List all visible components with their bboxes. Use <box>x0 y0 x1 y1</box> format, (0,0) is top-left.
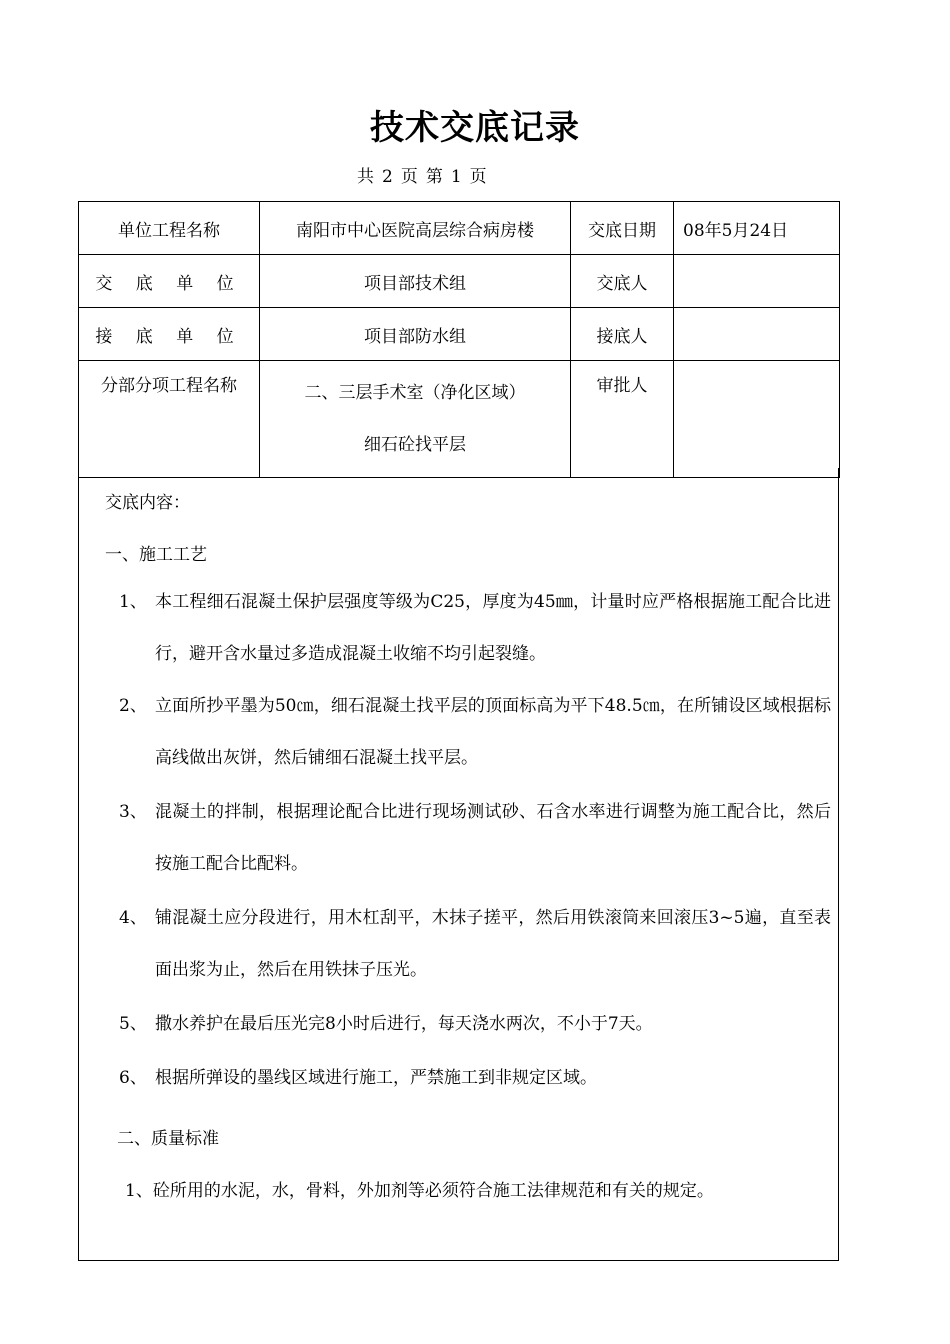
subproject-value-line2: 细石砼找平层 <box>364 435 466 455</box>
issuer-person-label: 交底人 <box>571 255 674 308</box>
list-item <box>119 998 831 1050</box>
content-heading: 交底内容： <box>105 493 190 513</box>
page-counter <box>357 162 495 187</box>
section2-title: 二、质量标准 <box>117 1129 219 1149</box>
content-box <box>78 468 839 1261</box>
header-row-issuer <box>79 255 840 308</box>
header-row-unit-project <box>79 202 840 255</box>
date-value: 08年5月24日 <box>674 202 840 255</box>
pager-page-word: 页 <box>400 167 418 187</box>
unit-project-label: 单位工程名称 <box>79 202 260 255</box>
subproject-value <box>260 361 571 478</box>
list-item-number: 1、 <box>119 592 147 612</box>
list-item-number: 2、 <box>119 696 147 716</box>
list-item-number: 3、 <box>119 802 147 822</box>
receiver-person-label: 接底人 <box>571 308 674 361</box>
pager-current-suffix: 页 <box>469 167 487 187</box>
header-table <box>78 201 840 478</box>
header-row-subproject <box>79 361 840 478</box>
section1-title: 一、施工工艺 <box>105 545 207 565</box>
approver-value <box>674 361 840 478</box>
list-item-text: 撒水养护在最后压光完8小时后进行，每天浇水两次，不小于7天。 <box>155 1014 653 1034</box>
issuer-unit-value: 项目部技术组 <box>260 255 571 308</box>
list-item-number: 5、 <box>119 1014 147 1034</box>
list-item <box>119 576 831 680</box>
list-item-number: 4、 <box>119 908 147 928</box>
list-item-text: 铺混凝土应分段进行，用木杠刮平，木抹子搓平，然后用铁滚筒来回滚压3~5遍，直至表面出浆为止，然后在用铁抹子压光。 <box>155 908 831 980</box>
list-item-text: 混凝土的拌制，根据理论配合比进行现场测试砂、石含水率进行调整为施工配合比，然后按施工配合比配料。 <box>155 802 831 874</box>
date-label: 交底日期 <box>571 202 674 255</box>
issuer-unit-label: 交 底 单 位 <box>79 255 260 308</box>
pager-current: 1 <box>450 167 462 187</box>
receiver-person-value <box>674 308 840 361</box>
list-item-text: 立面所抄平墨为50㎝，细石混凝土找平层的顶面标高为平下48.5㎝，在所铺设区域根据标高线做出灰饼，然后铺细石混凝土找平层。 <box>155 696 831 768</box>
list-item-text: 本工程细石混凝土保护层强度等级为C25，厚度为45㎜，计量时应严格根据施工配合比进行，避开含水量过多造成混凝土收缩不均引起裂缝。 <box>155 592 831 664</box>
header-row-receiver <box>79 308 840 361</box>
subproject-label: 分部分项工程名称 <box>79 361 260 478</box>
quality-item-text: 1、砼所用的水泥，水，骨料，外加剂等必须符合施工法律规范和有关的规定。 <box>125 1181 714 1201</box>
list-item <box>119 786 831 890</box>
pager-total: 2 <box>382 167 393 187</box>
receiver-unit-label: 接 底 单 位 <box>79 308 260 361</box>
receiver-unit-value: 项目部防水组 <box>260 308 571 361</box>
approver-label: 审批人 <box>571 361 674 478</box>
list-item <box>119 892 831 996</box>
pager-total-prefix: 共 <box>357 167 374 187</box>
list-item <box>119 1052 831 1104</box>
list-item-number: 6、 <box>119 1068 147 1088</box>
document-title: 技术交底记录 <box>370 108 580 148</box>
pager-current-prefix: 第 <box>425 167 443 187</box>
subproject-value-line1: 二、三层手术室（净化区域） <box>304 383 526 403</box>
list-item <box>119 680 831 784</box>
issuer-person-value <box>674 255 840 308</box>
unit-project-value: 南阳市中心医院高层综合病房楼 <box>260 202 571 255</box>
list-item-text: 根据所弹设的墨线区域进行施工，严禁施工到非规定区域。 <box>155 1068 597 1088</box>
